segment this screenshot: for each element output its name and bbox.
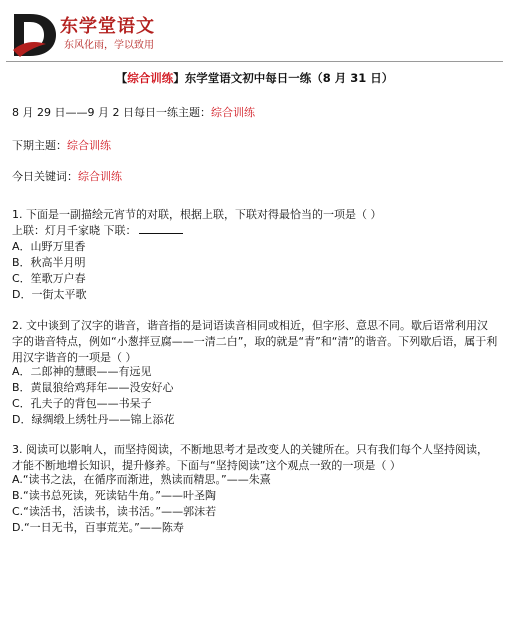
theme-label: 8 月 29 日——9 月 2 日每日一练主题： (12, 106, 211, 119)
theme-value: 综合训练 (210, 106, 255, 119)
question-2-option-b: B．黄鼠狼给鸡拜年——没安好心 (12, 381, 174, 394)
next-theme-line (12, 138, 111, 154)
header-divider (6, 61, 503, 62)
question-3-option-a: A.“读书之法，在循序而渐进，熟读而精思。”——朱熹 (12, 473, 271, 486)
question-2-option-d: D．绿绸缎上绣牡丹——锦上添花 (12, 413, 175, 426)
keyword-line (12, 169, 122, 185)
question-1-option-b: B．秋高半月明 (12, 256, 86, 269)
question-3-option-c: C.“读活书，活读书，读书活。”——郭沫若 (12, 505, 217, 518)
question-1-option-d: D．一街太平歌 (12, 288, 87, 301)
question-1-couplet: 上联：灯月千家晓 下联： (12, 224, 137, 237)
title-text: 东学堂语文初中每日一练（8 月 31 日） (184, 71, 394, 85)
question-1-stem: 1. 下面是一副描绘元宵节的对联，根据上联，下联对得最恰当的一项是（ ） (12, 208, 382, 221)
question-1-option-a: A．山野万里香 (12, 240, 86, 253)
question-2-option-c: C．孔夫子的背包——书呆子 (12, 397, 152, 410)
theme-line (12, 105, 255, 121)
question-3-option-d: D.“一日无书，百事荒芜。”——陈寿 (12, 521, 184, 534)
brand-name: 东学堂语文 (60, 16, 155, 37)
title-bracket-close: 】 (173, 71, 185, 85)
keyword-value: 综合训练 (78, 170, 122, 183)
keyword-label: 今日关键词： (12, 170, 78, 183)
brand-mark-icon (10, 12, 60, 58)
brand-slogan: 东风化雨，学以致用 (64, 40, 154, 51)
question-2-option-a: A．二郎神的慧眼——有远见 (12, 365, 152, 378)
answer-blank (139, 223, 183, 234)
title-bracket-open: 【 (115, 71, 128, 85)
next-theme-label: 下期主题： (12, 139, 67, 152)
question-3-option-b: B.“读书总死读，死读钻牛角。”——叶圣陶 (12, 489, 216, 502)
brand-logo (10, 10, 200, 60)
next-theme-value: 综合训练 (67, 139, 111, 152)
question-3-stem: 3. 阅读可以影响人，而坚持阅读，不断地思考才是改变人的关键所在。只有我们每个人坚持阅读，才能不断地增长知识，提升修养。下面与“坚持阅读”这个观点一致的一项是（ ） (12, 443, 488, 472)
title-tag: 综合训练 (127, 71, 174, 85)
question-2-stem: 2. 文中谈到了汉字的谐音，谐音指的是词语读音相同或相近，但字形、意思不同。歇后语常利用汉字的谐音特点，例如“小葱拌豆腐——一清二白”，取的就是“青”和“清”的谐音。下列歇后语，属于利用汉字谐音的一项是（ ） (12, 319, 498, 364)
page-title (0, 70, 509, 86)
question-1-option-c: C．笙歌万户春 (12, 272, 86, 285)
question-1-sub (12, 223, 183, 239)
